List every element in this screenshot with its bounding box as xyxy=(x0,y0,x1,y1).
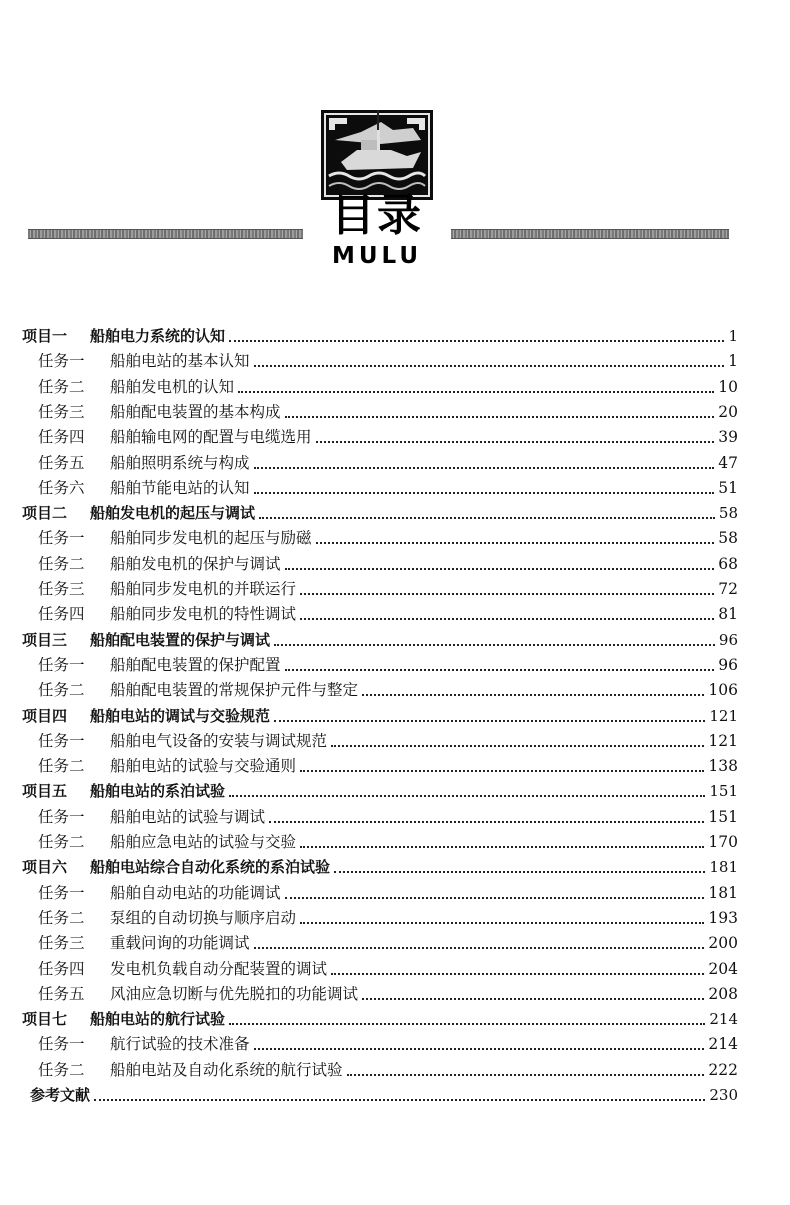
toc-dot-leader xyxy=(254,946,705,949)
header-rule-left xyxy=(28,229,303,239)
toc-task-row[interactable] xyxy=(38,1058,738,1083)
toc-task-row[interactable] xyxy=(38,602,738,627)
toc-dot-leader xyxy=(229,339,724,342)
toc-project-row[interactable] xyxy=(22,501,738,526)
toc-entry-title: 船舶电站的系泊试验 xyxy=(90,782,226,800)
toc-entry-title: 船舶电站的航行试验 xyxy=(90,1010,226,1028)
toc-task-row[interactable] xyxy=(38,451,738,476)
toc-page-number: 214 xyxy=(708,1035,738,1053)
toc-task-row[interactable] xyxy=(38,375,738,400)
toc-task-row[interactable] xyxy=(38,881,738,906)
toc-page-number: 1 xyxy=(728,327,738,345)
toc-task-row[interactable] xyxy=(38,1032,738,1057)
toc-dot-leader xyxy=(316,440,715,443)
toc-dot-leader xyxy=(285,567,715,570)
toc-entry-title: 船舶发电机的保护与调试 xyxy=(110,555,281,573)
toc-dot-leader xyxy=(269,820,704,823)
toc-task-row[interactable] xyxy=(38,400,738,425)
toc-project-row[interactable] xyxy=(22,324,738,349)
toc-title-pinyin: MULU xyxy=(331,243,423,269)
toc-entry-label: 项目五 xyxy=(22,782,68,800)
toc-entry-label: 任务二 xyxy=(38,757,85,775)
toc-entry-label: 项目二 xyxy=(22,504,68,522)
toc-dot-leader xyxy=(254,466,715,469)
toc-task-row[interactable] xyxy=(38,653,738,678)
toc-dot-leader xyxy=(259,516,715,519)
toc-dot-leader xyxy=(229,794,705,797)
toc-entry-title: 船舶配电装置的常规保护元件与整定 xyxy=(110,681,359,699)
toc-project-row[interactable] xyxy=(22,779,738,804)
toc-dot-leader xyxy=(254,364,724,367)
toc-page-number: 96 xyxy=(718,656,738,674)
toc-page-number: 1 xyxy=(728,352,738,370)
toc-dot-leader xyxy=(274,643,715,646)
toc-page-number: 181 xyxy=(708,884,738,902)
toc-entry-title: 船舶自动电站的功能调试 xyxy=(110,884,281,902)
toc-entry-title: 船舶同步发电机的特性调试 xyxy=(110,605,297,623)
toc-entry-label: 任务六 xyxy=(38,479,85,497)
toc-project-row[interactable] xyxy=(22,704,738,729)
toc-page-number: 96 xyxy=(718,631,738,649)
toc-entry-title: 泵组的自动切换与顺序启动 xyxy=(110,909,297,927)
toc-entry-label: 任务一 xyxy=(38,732,85,750)
toc-entry-label: 任务三 xyxy=(38,934,85,952)
toc-page-number: 181 xyxy=(709,858,738,876)
toc-entry-label: 任务一 xyxy=(38,529,85,547)
toc-project-row[interactable] xyxy=(22,855,738,880)
toc-dot-leader xyxy=(238,390,714,393)
toc-task-row[interactable] xyxy=(38,957,738,982)
toc-dot-leader xyxy=(362,693,704,696)
toc-entry-label: 项目三 xyxy=(22,631,68,649)
toc-entry-label: 任务二 xyxy=(38,681,85,699)
toc-entry-title: 船舶配电装置的保护与调试 xyxy=(90,631,271,649)
toc-entry-label: 任务四 xyxy=(38,960,85,978)
toc-page-number: 230 xyxy=(709,1086,738,1104)
toc-entry-label: 任务一 xyxy=(38,656,85,674)
toc-task-row[interactable] xyxy=(38,476,738,501)
toc-page-number: 72 xyxy=(718,580,738,598)
toc-entry-label: 任务二 xyxy=(38,555,85,573)
toc-entry-title: 船舶发电机的认知 xyxy=(110,378,235,396)
toc-page-number: 214 xyxy=(709,1010,738,1028)
toc-page-number: 170 xyxy=(708,833,738,851)
toc-dot-leader xyxy=(229,1022,705,1025)
toc-entry-title: 船舶电站综合自动化系统的系泊试验 xyxy=(90,858,331,876)
toc-task-row[interactable] xyxy=(38,931,738,956)
toc-page-number: 51 xyxy=(718,479,738,497)
toc-entry-label: 项目四 xyxy=(22,707,68,725)
toc-dot-leader xyxy=(300,617,714,620)
toc-entry-label: 任务二 xyxy=(38,833,85,851)
toc-page-number: 121 xyxy=(709,707,738,725)
toc-entry-label: 任务五 xyxy=(38,985,85,1003)
toc-dot-leader xyxy=(334,870,705,873)
toc-dot-leader xyxy=(274,719,705,722)
toc-entry-label: 项目七 xyxy=(22,1010,68,1028)
toc-entry-title: 船舶电气设备的安装与调试规范 xyxy=(110,732,328,750)
toc-entry-title: 船舶电站及自动化系统的航行试验 xyxy=(110,1061,343,1079)
toc-entry-title: 风油应急切断与优先脱扣的功能调试 xyxy=(110,985,359,1003)
toc-header-emblem xyxy=(321,110,433,270)
toc-entry-title: 船舶输电网的配置与电缆选用 xyxy=(110,428,312,446)
toc-task-row[interactable] xyxy=(38,425,738,450)
toc-entry-label: 项目一 xyxy=(22,327,68,345)
toc-task-row[interactable] xyxy=(38,526,738,551)
toc-task-row[interactable] xyxy=(38,577,738,602)
toc-dot-leader xyxy=(331,744,704,747)
toc-page-number: 121 xyxy=(708,732,738,750)
toc-entry-label: 任务二 xyxy=(38,378,85,396)
toc-dot-leader xyxy=(285,668,715,671)
toc-task-row[interactable] xyxy=(38,982,738,1007)
toc-entry-title: 船舶同步发电机的并联运行 xyxy=(110,580,297,598)
header-rule-right xyxy=(451,229,729,239)
toc-entry-title: 船舶发电机的起压与调试 xyxy=(90,504,256,522)
toc-entry-title: 船舶应急电站的试验与交验 xyxy=(110,833,297,851)
toc-entry-title: 船舶电站的调试与交验规范 xyxy=(90,707,271,725)
toc-entry-title: 船舶电站的试验与调试 xyxy=(110,808,266,826)
toc-task-row[interactable] xyxy=(38,805,738,830)
toc-entry-label: 项目六 xyxy=(22,858,68,876)
toc-reference-row[interactable] xyxy=(30,1083,738,1108)
toc-page-number: 106 xyxy=(708,681,738,699)
toc-page-number: 151 xyxy=(708,808,738,826)
toc-dot-leader xyxy=(362,997,704,1000)
toc-entry-title: 船舶节能电站的认知 xyxy=(110,479,250,497)
toc-entry-label: 任务二 xyxy=(38,1061,85,1079)
toc-page-number: 138 xyxy=(708,757,738,775)
toc-entry-label: 任务五 xyxy=(38,454,85,472)
toc-entry-title: 船舶配电装置的基本构成 xyxy=(110,403,281,421)
toc-title: 目录 xyxy=(331,190,423,241)
toc-entry-title: 航行试验的技术准备 xyxy=(110,1035,250,1053)
toc-entry-title: 船舶电站的基本认知 xyxy=(110,352,250,370)
toc-entry-title: 船舶配电装置的保护配置 xyxy=(110,656,281,674)
toc-dot-leader xyxy=(316,541,715,544)
toc-entry-title: 船舶电力系统的认知 xyxy=(90,327,226,345)
toc-entry-title: 船舶照明系统与构成 xyxy=(110,454,250,472)
toc-task-row[interactable] xyxy=(38,552,738,577)
toc-page-number: 81 xyxy=(718,605,738,623)
toc-entry-label: 任务三 xyxy=(38,580,85,598)
toc-page-number: 151 xyxy=(709,782,738,800)
toc-dot-leader xyxy=(300,921,704,924)
toc-entry-title: 船舶电站的试验与交验通则 xyxy=(110,757,297,775)
toc-entry-label: 任务一 xyxy=(38,1035,85,1053)
toc-page-number: 47 xyxy=(718,454,738,472)
toc-task-row[interactable] xyxy=(38,754,738,779)
toc-entry-title: 重载问询的功能调试 xyxy=(110,934,250,952)
toc-entry-label: 任务四 xyxy=(38,605,85,623)
toc-dot-leader xyxy=(94,1098,705,1101)
toc-task-row[interactable] xyxy=(38,349,738,374)
toc-project-row[interactable] xyxy=(22,628,738,653)
toc-task-row[interactable] xyxy=(38,729,738,754)
toc-task-row[interactable] xyxy=(38,678,738,703)
toc-entry-title: 发电机负载自动分配装置的调试 xyxy=(110,960,328,978)
toc-entry-label: 任务四 xyxy=(38,428,85,446)
toc-page-number: 68 xyxy=(718,555,738,573)
toc-entry-title: 船舶同步发电机的起压与励磁 xyxy=(110,529,312,547)
toc-entry-label: 任务三 xyxy=(38,403,85,421)
toc-dot-leader xyxy=(254,491,715,494)
toc-page-number: 58 xyxy=(718,504,738,522)
toc-entry-label: 任务二 xyxy=(38,909,85,927)
ship-emblem-icon xyxy=(321,110,433,200)
toc-page-number: 20 xyxy=(718,403,738,421)
toc-page-number: 222 xyxy=(708,1061,738,1079)
toc-dot-leader xyxy=(254,1047,705,1050)
toc-project-row[interactable] xyxy=(22,1007,738,1032)
toc-dot-leader xyxy=(300,592,714,595)
toc-dot-leader xyxy=(331,972,704,975)
toc-page-number: 200 xyxy=(708,934,738,952)
toc-dot-leader xyxy=(285,896,705,899)
toc-dot-leader xyxy=(300,769,704,772)
toc-dot-leader xyxy=(285,415,715,418)
toc-entry-label: 任务一 xyxy=(38,352,85,370)
toc-page-number: 39 xyxy=(718,428,738,446)
toc-task-row[interactable] xyxy=(38,830,738,855)
toc-entry-label: 任务一 xyxy=(38,884,85,902)
toc-page-number: 208 xyxy=(708,985,738,1003)
toc-entry-title: 参考文献 xyxy=(30,1086,91,1104)
toc-page-number: 10 xyxy=(718,378,738,396)
toc-dot-leader xyxy=(347,1073,705,1076)
toc-task-row[interactable] xyxy=(38,906,738,931)
toc-page-number: 204 xyxy=(708,960,738,978)
toc-page-number: 193 xyxy=(708,909,738,927)
toc-dot-leader xyxy=(300,845,704,848)
toc-page-number: 58 xyxy=(718,529,738,547)
toc-entry-label: 任务一 xyxy=(38,808,85,826)
